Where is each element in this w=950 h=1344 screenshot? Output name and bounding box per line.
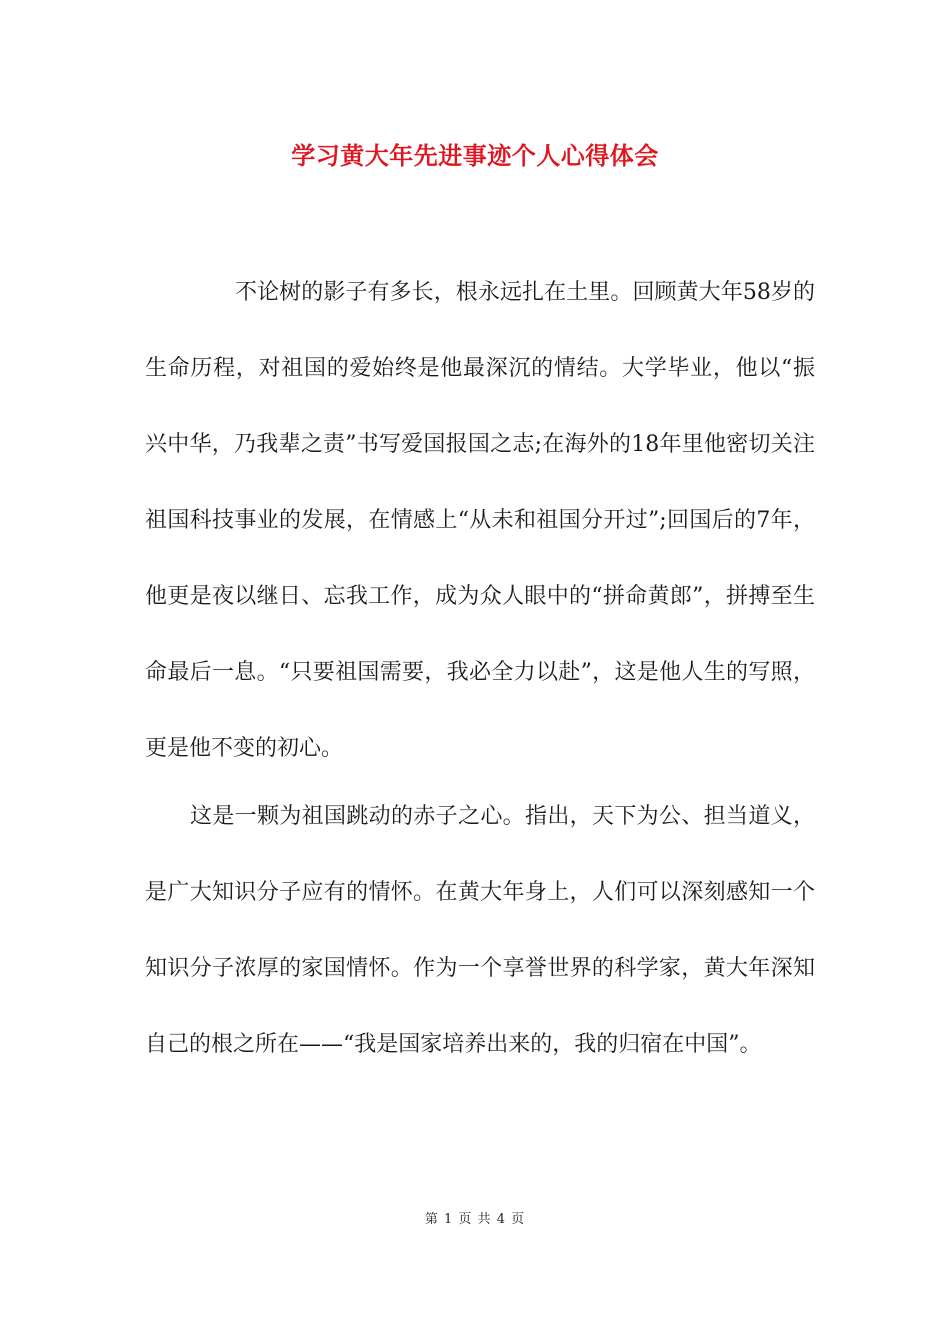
- paragraph-1: 不论树的影子有多长，根永远扎在土里。回顾黄大年58岁的生命历程，对祖国的爱始终是他最深沉的情结。大学毕业，他以“振兴中华，乃我辈之责”书写爱国报国之志;在海外的18年里他密切关注祖国科技事业的发展，在情感上“从未和祖国分开过”;回国后的7年，他更是夜以继日、忘我工作，成为众人眼中的“拼命黄郎”，拼搏至生命最后一息。“只要祖国需要，我必全力以赴”，这是他人生的写照，更是他不变的初心。: [145, 280, 815, 761]
- paragraph-2: 这是一颗为祖国跳动的赤子之心。指出，天下为公、担当道义，是广大知识分子应有的情怀。在黄大年身上，人们可以深刻感知一个知识分子浓厚的家国情怀。作为一个享誉世界的科学家，黄大年深知自己的根之所在——“我是国家培养出来的，我的归宿在中国”。: [145, 804, 815, 1057]
- document-title: 学习黄大年先进事迹个人心得体会: [291, 141, 659, 170]
- page-number-footer: 第 1 页 共 4 页: [424, 1212, 526, 1227]
